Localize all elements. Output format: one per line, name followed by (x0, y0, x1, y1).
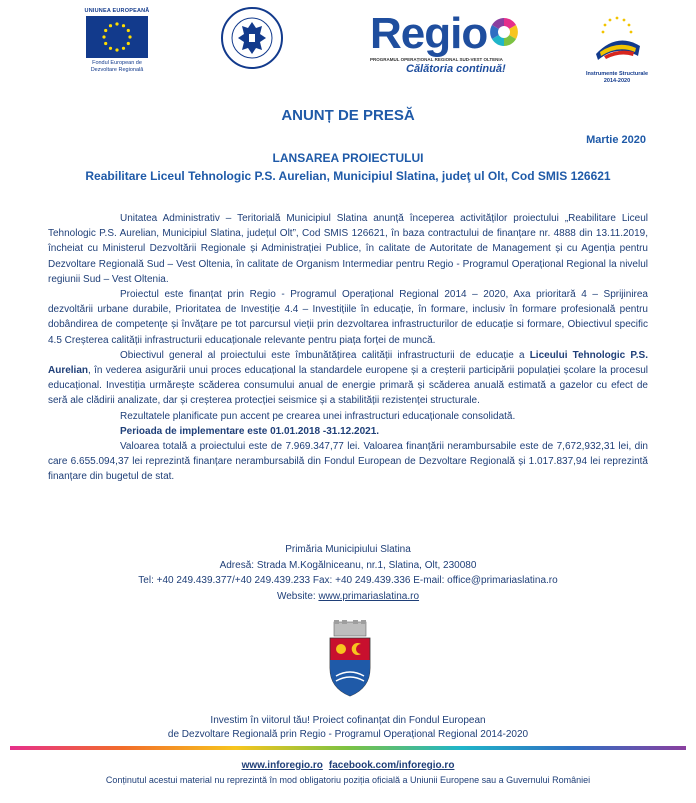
romania-government-seal-icon (220, 6, 284, 70)
website-link[interactable]: www.primariaslatina.ro (318, 590, 420, 602)
paragraph-3-end: , în vederea asigurării unui proces educațional la standardele europene și a creșterii participării populației școlare la procesul educațional. Investiția urmărește scăderea consumului anual de energie primară și scăderea anuală estimată a gazelor cu efect de seră ale clădirii analizate, dar și creșterea protecției seismice și a stabilității rezistenței structurale. (48, 365, 648, 407)
regio-wordmark: Regio (370, 9, 488, 58)
regio-logo (370, 9, 520, 82)
paragraph-3 (48, 348, 648, 409)
website-label: Website: (276, 590, 319, 602)
eu-logo-title: UNIUNEA EUROPEANĂ (84, 8, 150, 14)
contact-phones: Tel: +40 249.439.377/+40 249.439.233 Fax: +40 249.439.336 E-mail: office@primariaslatina.ro (138, 575, 558, 586)
press-release-date: Martie 2020 (586, 134, 646, 146)
inforegio-link[interactable]: www.inforegio.ro (241, 760, 323, 771)
footer-links (0, 760, 696, 771)
contact-name: Primăria Municipiului Slatina (285, 544, 411, 555)
coat-of-arms-icon (328, 620, 372, 698)
structural-instruments-icon (582, 12, 652, 66)
paragraph-3-start: Obiectivul general al proiectului este îmbunătățirea calității infrastructurii de educație a (120, 349, 530, 361)
press-release-title: ANUNȚ DE PRESĂ (281, 107, 415, 124)
eu-logo-caption-2: Dezvoltare Regională (90, 67, 144, 73)
cofinancing-note-line-2: de Dezvoltare Regională prin Regio - Programul Operațional Regional 2014-2020 (167, 729, 529, 740)
cofinancing-note (0, 714, 696, 742)
rainbow-divider (10, 746, 686, 750)
paragraph-6: Valoarea totală a proiectului este de 7.969.347,77 lei. Valoarea finanțării nerambursabile este de 7,672,932,31 lei, din care 6.655.094,37 lei reprezintă finanțare nerambursabilă din Fondul European de Dezvoltare Regională și 1.017.837,94 lei reprezintă finanțare din bugetul de stat. (48, 441, 648, 483)
launch-heading: LANSAREA PROIECTULUI (272, 151, 424, 165)
government-seal-logo (220, 6, 284, 70)
contact-address: Adresă: Strada M.Kogălniceanu, nr.1, Slatina, Olt, 230080 (219, 559, 477, 571)
logo-strip (0, 6, 696, 88)
school-name: Liceului Tehnologic P.S. Aurelian (48, 349, 648, 377)
implementation-period: Perioada de implementare este 01.01.2018 -31.12.2021. (120, 425, 380, 437)
contact-website-line (0, 589, 696, 605)
eu-logo (78, 8, 156, 74)
disclaimer: Conținutul acestui material nu reprezintă în mod obligatoriu poziția oficială a Uniunii Europene sau a Guvernului României (105, 775, 591, 785)
paragraph-4: Rezultatele planificate pun accent pe crearea unei infrastructuri educaționale consolidată. (120, 410, 516, 422)
regio-subtitle: PROGRAMUL OPERAȚIONAL REGIONAL SUD-VEST OLTENIA (370, 57, 503, 62)
regio-tagline: Călătoria continuă! (406, 63, 506, 75)
project-title: Reabilitare Liceul Tehnologic P.S. Aurelian, Municipiul Slatina, judeţ ul Olt, Cod SMIS 126621 (85, 169, 611, 183)
cofinancing-note-line-1: Investim în viitorul tău! Proiect cofinanțat din Fondul European (210, 715, 486, 726)
paragraph-1: Unitatea Administrativ – Teritorială Municipiul Slatina anunță începerea activităților proiectului „Reabilitare Liceul Tehnologic P.S. Aurelian, Municipiul Slatina, județul Olt”, Cod SMIS 126621, în baza contractului de finanțare nr. 4888 din 13.11.2019, încheiat cu Ministerul Dezvoltării Regionale și Administrației Publice, în calitate de Autoritate de Management și cu Agenția pentru Dezvoltare Regională Sud – Vest Oltenia, în calitate de Organism Intermediar pentru Regio - Programul Operațional Regional la nivelul regiunii Sud – Vest Oltenia. (48, 213, 648, 285)
regio-color-wheel-icon (488, 16, 520, 48)
structural-instruments-years: 2014-2020 (603, 78, 631, 84)
structural-instruments-logo (582, 12, 652, 85)
press-release-body (48, 211, 648, 485)
contact-block (0, 542, 696, 604)
structural-instruments-label: Instrumente Structurale (585, 71, 649, 77)
eu-logo-caption-1: Fondul European de (92, 60, 142, 66)
slatina-coat-of-arms (328, 620, 372, 698)
eu-flag-icon (86, 16, 148, 58)
eu-stars-icon (86, 16, 148, 58)
facebook-link[interactable]: facebook.com/inforegio.ro (328, 760, 455, 771)
paragraph-2: Proiectul este finanțat prin Regio - Programul Operațional Regional 2014 – 2020, Axa prioritară 4 – Sprijinirea dezvoltării urbane durabile, Prioritatea de Investiție 4.4 – Investițiile în educație, în formare, inclusiv în formare profesională pentru dobândirea de competențe și învățare pe tot parcursul vieții prin dezvoltarea infrastructurilor de educație si formare, Obiectivul specific 4.5 Creșterea calității infrastructurii educaționale relevante pentru piața forței de muncă. (48, 289, 648, 346)
